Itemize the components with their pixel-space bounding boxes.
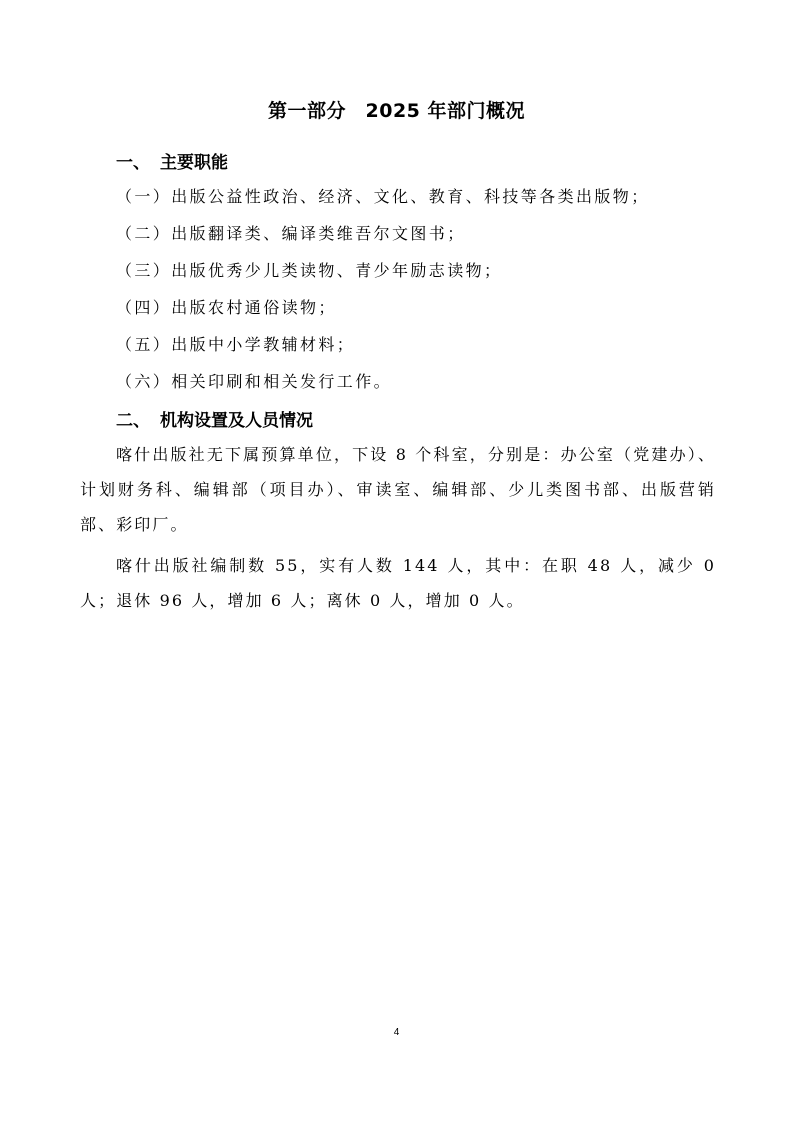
section-heading-functions <box>116 148 228 173</box>
section-heading-organization <box>116 406 313 431</box>
function-item-2: （二）出版翻译类、编译类维吾尔文图书； <box>116 224 466 243</box>
function-item-6: （六）相关印刷和相关发行工作。 <box>116 372 393 391</box>
section-title: 机构设置及人员情况 <box>160 411 313 431</box>
function-item-5: （五）出版中小学教辅材料； <box>116 335 356 354</box>
staffing-paragraph: 喀什出版社编制数 55，实有人数 144 人，其中：在职 48 人，减少 0 人；退休 96 人，增加 6 人；离休 0 人，增加 0 人。 <box>80 556 716 610</box>
function-item-1: （一）出版公益性政治、经济、文化、教育、科技等各类出版物； <box>116 187 650 206</box>
section-title: 主要职能 <box>160 153 228 173</box>
organization-paragraph: 喀什出版社无下属预算单位，下设 8 个科室，分别是：办公室（党建办）、计划财务科、编辑部（项目办）、审读室、编辑部、少儿类图书部、出版营销部、彩印厂。 <box>80 445 716 534</box>
page-number: 4 <box>393 1027 400 1038</box>
section-number: 一、 <box>116 153 150 173</box>
section-number: 二、 <box>116 411 150 431</box>
page-title: 第一部分 2025 年部门概况 <box>268 100 525 122</box>
function-item-3: （三）出版优秀少儿类读物、青少年励志读物； <box>116 261 503 280</box>
function-item-4: （四）出版农村通俗读物； <box>116 298 337 317</box>
